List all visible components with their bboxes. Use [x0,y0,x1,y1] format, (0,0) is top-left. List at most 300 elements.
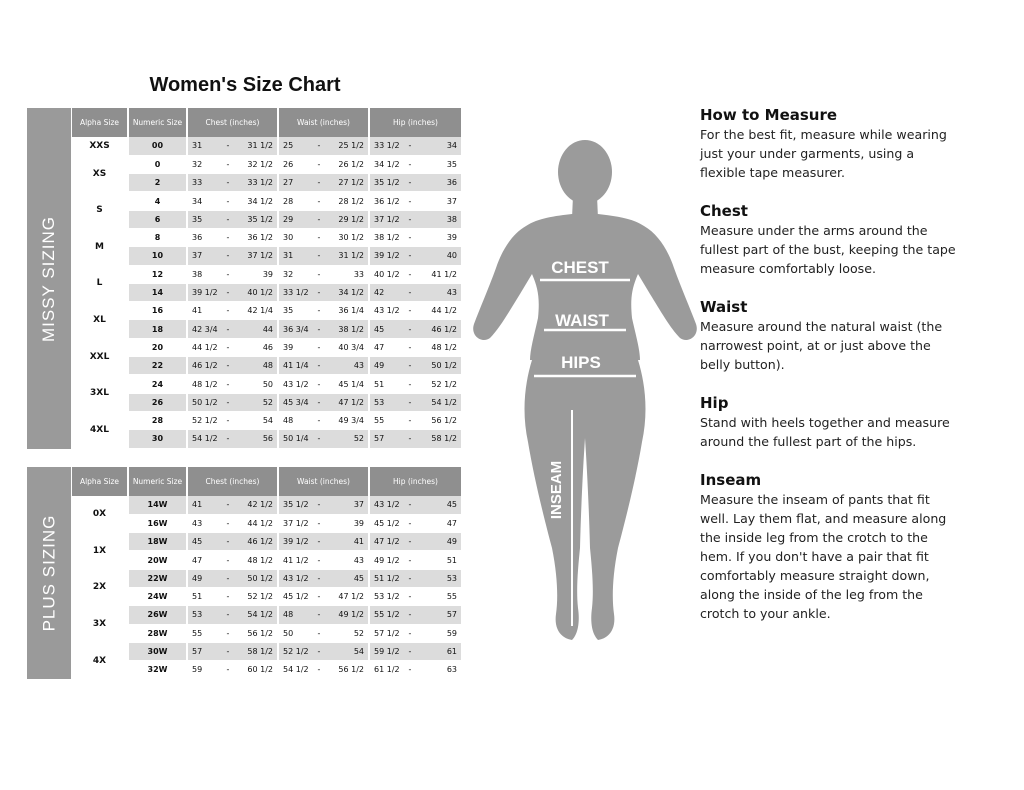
waist-range-cell [278,411,369,429]
plus-size-table [72,467,461,679]
chest-min: 52 1/2 [192,416,218,426]
waist-range-cell [278,283,369,301]
hip-range-cell [369,606,461,624]
numeric-size-cell: 22 [128,357,187,375]
alpha-size-cell: 4XL [72,411,128,448]
range-separator: - [226,269,230,279]
range-separator: - [226,416,230,426]
waist-min: 31 [283,251,294,261]
range-separator: - [317,251,321,261]
waist-min: 30 [283,233,294,243]
waist-min: 50 1/4 [283,434,309,444]
instruction-text: Measure around the natural waist (the narrowest point, at or just above the belly button). [700,319,943,372]
hip-range-cell [369,357,461,375]
range-separator: - [408,233,412,243]
hip-max: 51 [446,555,457,565]
waist-range-cell [278,496,369,514]
numeric-size-cell: 10 [128,247,187,265]
chest-label: CHEST [551,258,609,277]
range-separator: - [317,361,321,371]
hip-range-cell [369,155,461,173]
chest-min: 53 [192,610,203,620]
hip-min: 35 1/2 [374,178,400,188]
alpha-size-cell: 2X [72,569,128,606]
chest-max: 50 1/2 [247,573,273,583]
hip-range-cell [369,430,461,448]
chest-max: 34 1/2 [247,196,273,206]
waist-max: 38 1/2 [338,324,364,334]
waist-min: 33 1/2 [283,288,309,298]
alpha-size-cell: XL [72,302,128,339]
waist-range-cell [278,265,369,283]
waist-range-cell [278,587,369,605]
hip-range-cell [369,265,461,283]
instruction-heading: How to Measure [700,106,838,124]
chest-max: 39 [262,269,273,279]
hip-max: 54 1/2 [431,397,457,407]
numeric-size-cell: 28 [128,411,187,429]
waist-range-cell [278,393,369,411]
header-chest: Chest (inches) [187,467,278,496]
numeric-size-cell: 16 [128,302,187,320]
range-separator: - [408,610,412,620]
chest-range-cell [187,174,278,192]
hip-range-cell [369,210,461,228]
waist-range-cell [278,514,369,532]
hip-min: 53 [374,397,385,407]
waist-max: 30 1/2 [338,233,364,243]
body-silhouette-shape [473,140,697,640]
range-separator: - [226,397,230,407]
chest-min: 51 [192,592,203,602]
range-separator: - [317,141,321,151]
chest-range-cell [187,624,278,642]
hip-max: 37 [446,196,457,206]
hip-max: 47 [446,518,457,528]
waist-min: 36 3/4 [283,324,309,334]
table-row [72,606,461,624]
range-separator: - [226,288,230,298]
range-separator: - [317,269,321,279]
range-separator: - [226,555,230,565]
numeric-size-cell: 30W [128,642,187,660]
alpha-size-cell: 1X [72,533,128,570]
table-row [72,514,461,532]
range-separator: - [408,537,412,547]
numeric-size-cell: 14W [128,496,187,514]
waist-range-cell [278,606,369,624]
chest-max: 32 1/2 [247,159,273,169]
range-separator: - [408,196,412,206]
chest-min: 39 1/2 [192,288,218,298]
range-separator: - [226,233,230,243]
alpha-size-cell: S [72,192,128,229]
table-row [72,265,461,283]
chest-range-cell [187,496,278,514]
range-separator: - [226,379,230,389]
chest-min: 55 [192,628,203,638]
hip-min: 57 [374,434,385,444]
body-silhouette [460,138,700,650]
chest-min: 48 1/2 [192,379,218,389]
chest-range-cell [187,302,278,320]
range-separator: - [317,397,321,407]
waist-min: 29 [283,214,294,224]
hip-range-cell [369,247,461,265]
waist-range-cell [278,357,369,375]
table-row [72,587,461,605]
inseam-label: INSEAM [548,460,565,520]
table-row [72,338,461,356]
table-row [72,551,461,569]
hip-max: 39 [446,233,457,243]
range-separator: - [317,324,321,334]
hip-max: 49 [446,537,457,547]
hip-min: 45 1/2 [374,518,400,528]
alpha-size-cell: L [72,265,128,302]
numeric-size-cell: 18 [128,320,187,338]
waist-min: 48 [283,610,294,620]
instruction-waist [700,297,962,374]
range-separator: - [317,434,321,444]
table-row [72,661,461,679]
hip-min: 33 1/2 [374,141,400,151]
range-separator: - [226,196,230,206]
numeric-size-cell: 2 [128,174,187,192]
chest-range-cell [187,393,278,411]
range-separator: - [317,306,321,316]
hip-max: 56 1/2 [431,416,457,426]
chest-max: 36 1/2 [247,233,273,243]
hip-max: 45 [446,500,457,510]
numeric-size-cell: 18W [128,533,187,551]
chest-range-cell [187,661,278,679]
range-separator: - [317,342,321,352]
waist-range-cell [278,192,369,210]
hip-range-cell [369,587,461,605]
chest-max: 42 1/2 [247,500,273,510]
table-row [72,569,461,587]
hip-max: 48 1/2 [431,342,457,352]
hip-min: 43 1/2 [374,500,400,510]
range-separator: - [226,610,230,620]
waist-min: 26 [283,159,294,169]
range-separator: - [408,647,412,657]
chest-max: 35 1/2 [247,214,273,224]
numeric-size-cell: 4 [128,192,187,210]
hip-range-cell [369,569,461,587]
range-separator: - [317,379,321,389]
hip-min: 51 [374,379,385,389]
header-numeric-size: Numeric Size [128,108,187,137]
waist-max: 29 1/2 [338,214,364,224]
range-separator: - [226,434,230,444]
hip-min: 40 1/2 [374,269,400,279]
waist-max: 37 [353,500,364,510]
chest-min: 36 [192,233,203,243]
chest-range-cell [187,606,278,624]
instruction-hip [700,393,962,451]
hip-max: 44 1/2 [431,306,457,316]
hip-range-cell [369,192,461,210]
waist-range-cell [278,338,369,356]
hip-max: 35 [446,159,457,169]
instruction-heading: Waist [700,298,748,316]
instruction-text: For the best fit, measure while wearing just your under garments, using a flexible tape measurer. [700,127,947,180]
range-separator: - [408,555,412,565]
waist-range-cell [278,642,369,660]
hip-range-cell [369,228,461,246]
hip-min: 47 [374,342,385,352]
hip-min: 55 1/2 [374,610,400,620]
range-separator: - [408,141,412,151]
numeric-size-cell: 16W [128,514,187,532]
table-row [72,320,461,338]
hip-range-cell [369,393,461,411]
chest-range-cell [187,375,278,393]
range-separator: - [317,537,321,547]
range-separator: - [408,159,412,169]
waist-range-cell [278,320,369,338]
chest-range-cell [187,228,278,246]
waist-min: 41 1/4 [283,361,309,371]
plus-sizing-label-text: PLUS SIZING [39,514,58,632]
instruction-chest [700,201,962,278]
chest-range-cell [187,155,278,173]
instruction-heading: Hip [700,394,729,412]
chest-max: 44 [262,324,273,334]
hip-range-cell [369,624,461,642]
waist-max: 56 1/2 [338,665,364,675]
range-separator: - [317,233,321,243]
alpha-size-cell: M [72,228,128,265]
chest-min: 43 [192,518,203,528]
waist-min: 41 1/2 [283,555,309,565]
waist-min: 37 1/2 [283,518,309,528]
waist-range-cell [278,155,369,173]
hip-max: 59 [446,628,457,638]
waist-max: 47 1/2 [338,397,364,407]
hip-max: 53 [446,573,457,583]
missy-sizing-label-text: MISSY SIZING [39,215,58,342]
chest-range-cell [187,411,278,429]
hip-min: 55 [374,416,385,426]
missy-table-body [72,137,461,448]
chest-min: 54 1/2 [192,434,218,444]
hip-max: 41 1/2 [431,269,457,279]
waist-min: 54 1/2 [283,665,309,675]
chest-max: 37 1/2 [247,251,273,261]
chart-title: Women's Size Chart [149,74,341,96]
waist-range-cell [278,210,369,228]
hip-min: 57 1/2 [374,628,400,638]
instruction-inseam [700,470,962,623]
range-separator: - [408,214,412,224]
chest-range-cell [187,192,278,210]
waist-max: 49 3/4 [338,416,364,426]
chest-range-cell [187,283,278,301]
table-row [72,283,461,301]
range-separator: - [317,500,321,510]
table-row [72,375,461,393]
waist-min: 43 1/2 [283,573,309,583]
alpha-size-cell: XXL [72,338,128,375]
chest-max: 50 [262,379,273,389]
numeric-size-cell: 26 [128,393,187,411]
hip-max: 50 1/2 [431,361,457,371]
range-separator: - [226,141,230,151]
range-separator: - [317,665,321,675]
chest-min: 34 [192,196,203,206]
hips-label: HIPS [561,353,601,372]
instruction-heading: Chest [700,202,748,220]
instruction-how-to-measure [700,105,962,182]
waist-range-cell [278,661,369,679]
waist-min: 39 [283,342,294,352]
hip-max: 55 [446,592,457,602]
waist-max: 26 1/2 [338,159,364,169]
hip-min: 34 1/2 [374,159,400,169]
numeric-size-cell: 20W [128,551,187,569]
waist-range-cell [278,430,369,448]
chest-range-cell [187,642,278,660]
instruction-heading: Inseam [700,471,762,489]
chest-min: 41 [192,306,203,316]
chest-max: 42 1/4 [247,306,273,316]
range-separator: - [317,592,321,602]
chest-min: 38 [192,269,203,279]
chest-range-cell [187,569,278,587]
waist-range-cell [278,533,369,551]
waist-min: 48 [283,416,294,426]
range-separator: - [226,628,230,638]
hip-max: 34 [446,141,457,151]
range-separator: - [408,665,412,675]
table-row [72,533,461,551]
range-separator: - [408,379,412,389]
range-separator: - [226,306,230,316]
chest-max: 58 1/2 [247,647,273,657]
range-separator: - [408,500,412,510]
chest-min: 45 [192,537,203,547]
range-separator: - [226,592,230,602]
range-separator: - [408,306,412,316]
range-separator: - [317,518,321,528]
chest-range-cell [187,247,278,265]
chest-min: 59 [192,665,203,675]
range-separator: - [226,537,230,547]
alpha-size-cell: 3XL [72,375,128,412]
chest-min: 46 1/2 [192,361,218,371]
chest-max: 46 1/2 [247,537,273,547]
hip-range-cell [369,411,461,429]
hip-min: 36 1/2 [374,196,400,206]
hip-min: 42 [374,288,385,298]
hip-max: 36 [446,178,457,188]
range-separator: - [226,573,230,583]
table-row [72,155,461,173]
table-row [72,192,461,210]
hip-min: 51 1/2 [374,573,400,583]
range-separator: - [408,397,412,407]
hip-range-cell [369,174,461,192]
hip-max: 46 1/2 [431,324,457,334]
waist-range-cell [278,551,369,569]
waist-max: 43 [353,555,364,565]
range-separator: - [226,251,230,261]
chest-range-cell [187,551,278,569]
instruction-text: Stand with heels together and measure around the fullest part of the hips. [700,415,950,449]
plus-sizing-label [27,467,71,679]
chest-max: 40 1/2 [247,288,273,298]
chest-range-cell [187,587,278,605]
table-row [72,302,461,320]
missy-sizing-label [27,108,71,449]
header-chest: Chest (inches) [187,108,278,137]
table-row [72,393,461,411]
waist-max: 27 1/2 [338,178,364,188]
range-separator: - [317,647,321,657]
range-separator: - [226,342,230,352]
missy-size-table [72,108,461,449]
hip-max: 61 [446,647,457,657]
chest-min: 49 [192,573,203,583]
range-separator: - [317,159,321,169]
waist-max: 43 [353,361,364,371]
waist-max: 45 1/4 [338,379,364,389]
header-waist: Waist (inches) [278,108,369,137]
range-separator: - [317,573,321,583]
header-waist: Waist (inches) [278,467,369,496]
range-separator: - [317,288,321,298]
waist-min: 35 [283,306,294,316]
chest-range-cell [187,514,278,532]
alpha-size-cell: 4X [72,642,128,679]
range-separator: - [317,555,321,565]
chest-min: 33 [192,178,203,188]
chest-min: 50 1/2 [192,397,218,407]
hip-range-cell [369,320,461,338]
numeric-size-cell: 8 [128,228,187,246]
waist-range-cell [278,228,369,246]
waist-max: 36 1/4 [338,306,364,316]
table-row [72,430,461,448]
measuring-instructions [700,105,962,642]
waist-max: 40 3/4 [338,342,364,352]
chest-max: 60 1/2 [247,665,273,675]
waist-min: 45 1/2 [283,592,309,602]
waist-max: 47 1/2 [338,592,364,602]
numeric-size-cell: 22W [128,569,187,587]
chest-range-cell [187,338,278,356]
alpha-size-cell: XXS [72,137,128,155]
range-separator: - [408,628,412,638]
chest-range-cell [187,533,278,551]
waist-max: 28 1/2 [338,196,364,206]
chest-range-cell [187,265,278,283]
table-row [72,174,461,192]
waist-range-cell [278,624,369,642]
hip-max: 63 [446,665,457,675]
chest-max: 52 1/2 [247,592,273,602]
waist-max: 25 1/2 [338,141,364,151]
hip-range-cell [369,533,461,551]
waist-range-cell [278,569,369,587]
range-separator: - [408,573,412,583]
range-separator: - [226,500,230,510]
numeric-size-cell: 24W [128,587,187,605]
table-row [72,210,461,228]
